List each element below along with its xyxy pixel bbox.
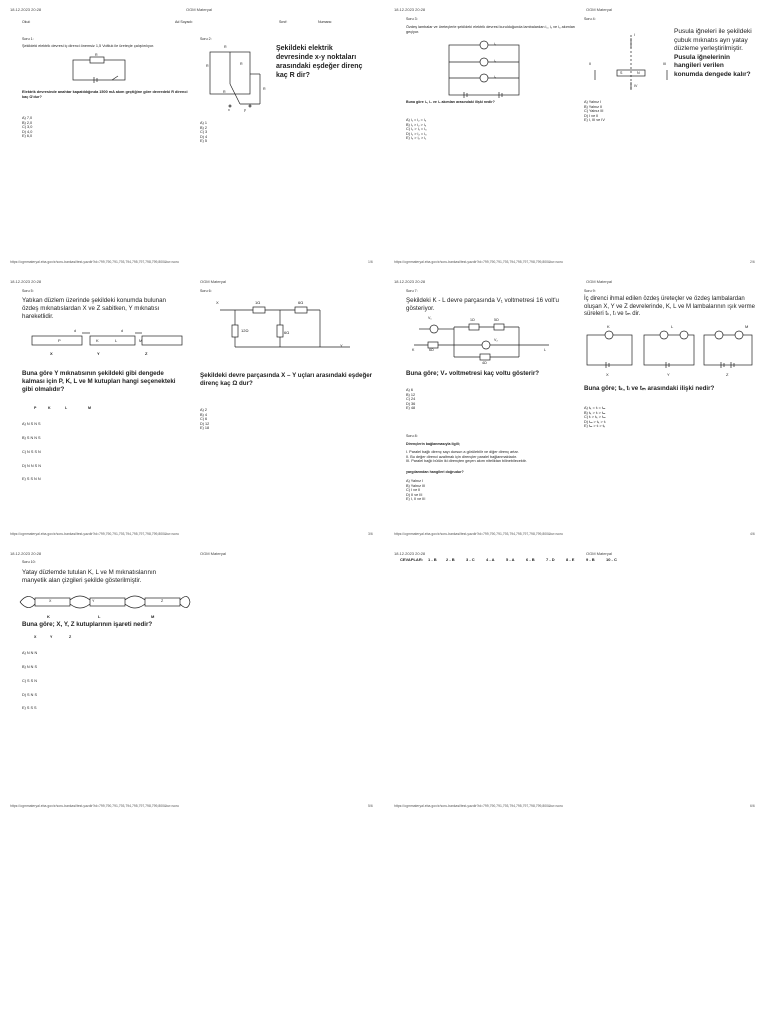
resistor-label: 6Ω	[298, 300, 304, 305]
resistor-label: R	[263, 87, 266, 91]
page-date: 18.12.2023 20:28	[394, 279, 426, 284]
terminal-x-label: x	[228, 108, 230, 112]
option[interactable]: D) i₁ > i₂ = i₃	[406, 131, 427, 136]
option[interactable]: D) S N S	[22, 692, 37, 697]
question-7-question: Buna göre; V₂ voltmetresi kaç voltu gösterir?	[406, 370, 540, 377]
page-3	[0, 272, 384, 542]
question-10-magnets	[20, 592, 190, 612]
option[interactable]: C) i₂ > i₁ = i₃	[406, 127, 427, 132]
option[interactable]: B) tₖ > tₗ > tₘ	[584, 410, 606, 415]
option[interactable]: E) 18	[200, 426, 210, 431]
page-header-title: OGM Materyal	[586, 551, 613, 556]
question-2-circuit	[205, 44, 265, 114]
statement: I. Paralel bağlı direnç sayı dursun a görülebilir ve diğer direnç artar.	[406, 450, 519, 454]
option[interactable]: B) 2,0	[22, 120, 33, 125]
resistor-label: R	[240, 62, 243, 66]
answer: 8 - E	[566, 557, 575, 562]
statement: III. Paralel bağlı bütün iki dirençten geçen akım niteliktan bilinebilecektir.	[406, 459, 527, 464]
option[interactable]: E) S S N N	[22, 477, 41, 482]
option[interactable]: B) 4	[200, 412, 207, 417]
page-6	[384, 544, 768, 814]
magnet-n-label: N	[637, 71, 640, 75]
answer: 7 - D	[546, 557, 555, 562]
option[interactable]: C) Yalnız III	[584, 109, 604, 114]
question-2-options	[200, 121, 207, 144]
terminal-l-label: L	[544, 348, 546, 352]
meter-label: V₁	[428, 316, 432, 320]
resistor-label: 4Ω	[482, 361, 487, 365]
question-7-options	[406, 388, 415, 411]
footer-page: 5/6	[368, 804, 373, 808]
question-10-text: Yatay düzlemde tutulan K, L ve M mıknatıslarının manyetik alan çizgileri şekilde gösterilmiştir.	[22, 569, 157, 584]
pole-label: K	[96, 338, 99, 343]
answers-label: CEVAPLAR:	[400, 557, 424, 562]
question-7-circuit	[414, 317, 554, 365]
question-9-text: İç direnci ihmal edilen özdeş üreteçler ve özdeş lambalardan oluşan X, Y ve Z devrelerinde, K, L ve M lambalarının ışık verme süreleri tₖ, tₗ ve tₘ dir.	[584, 296, 755, 318]
pole-label: M	[139, 338, 143, 343]
option[interactable]: B) 12	[406, 392, 416, 397]
question-1-text: Şekildeki elektrik devresi iç direnci önemsiz 1,5 Voltluk ile üreteçle çalıştırılıyor.	[22, 44, 155, 48]
question-5-magnets	[30, 330, 180, 350]
page-date: 18.12.2023 20:28	[394, 551, 426, 556]
option[interactable]: C) I ve II	[406, 488, 421, 493]
question-4-figure	[589, 30, 669, 90]
question-9-title: Soru 9:	[584, 289, 596, 293]
answer: 3 - C	[466, 557, 475, 562]
page-2	[384, 0, 768, 270]
option[interactable]: A) 2	[200, 408, 207, 412]
okul-label: Okul:	[22, 20, 31, 24]
option[interactable]: A) i₁ = i₂ = i₃	[406, 118, 427, 122]
option[interactable]: D) 4,0	[22, 129, 33, 134]
option[interactable]: B) N N S	[22, 664, 37, 669]
question-4-title: Soru 4:	[584, 17, 596, 21]
question-10-options	[22, 642, 37, 720]
footer-page: 1/6	[368, 260, 373, 264]
question-10-title: Soru 10:	[22, 560, 36, 564]
question-8-heading: Dirençlerin bağlanmasıyla ilgili;	[406, 442, 460, 446]
option[interactable]: D) 12	[200, 421, 210, 426]
answer: 2 - B	[446, 557, 455, 562]
resistor-label: R	[206, 64, 209, 68]
option[interactable]: C) S S N	[22, 678, 37, 683]
page-header-title: OGM Materyal	[200, 551, 227, 556]
pole-label-y: Y	[92, 599, 95, 603]
terminal-k-label: K	[412, 348, 415, 352]
numara-label: Numara:	[318, 20, 332, 24]
compass-label-ii: II	[589, 62, 591, 66]
option[interactable]: E) I, III ve IV	[584, 118, 605, 123]
question-8-options	[406, 479, 425, 502]
question-5-title: Soru 5:	[22, 289, 34, 293]
option[interactable]: E) 6,0	[22, 134, 33, 139]
resistor-label: 6Ω	[284, 330, 290, 335]
question-1-r-label: R	[95, 53, 98, 57]
question-7-text: Şekildeki K - L devre parçasında V₁ voltmetresi 16 volt'u gösteriyor.	[406, 297, 559, 312]
option[interactable]: C) N S S N	[22, 449, 41, 454]
resistor-label: R	[223, 90, 226, 94]
option[interactable]: A) 1	[200, 121, 207, 125]
question-3-text: Özdeş lambalar ve üreteçlerle şekildeki elektrik devresi kurulduğunda lambalardan i₁, i₂ ve i₃ akımları geçiyor.	[406, 25, 576, 34]
page-header-title: OGM Materyal	[586, 7, 613, 12]
question-9-circuits	[584, 330, 754, 370]
footer-url[interactable]: https://ogmmateryal.eba.gov.tr/soru-bankasi/test-yazdir?id=799,790,791,793,794,795,797,798,799,800&tur=soru	[394, 804, 563, 808]
col-header: M	[88, 406, 91, 410]
ad-soyad-label: Ad Soyadı:	[175, 20, 193, 24]
magnet-label-x: X	[50, 351, 53, 356]
footer-url[interactable]: https://ogmmateryal.eba.gov.tr/soru-bankasi/test-yazdir?id=799,790,791,793,794,795,797,798,799,800&tur=soru	[10, 260, 179, 264]
question-5-question: Buna göre Y mıknatısının şekildeki gibi dengede kalması için P, K, L ve M kutupları hangi seçenekteki gibi olmalıdır?	[22, 370, 176, 393]
col-header: Y	[50, 635, 53, 639]
resistor-label: 6Ω	[429, 348, 434, 352]
option[interactable]: B) Yalnız II	[584, 104, 603, 109]
question-6-question: Şekildeki devre parçasında X – Y uçları arasındaki eşdeğer direnç kaç Ω dur?	[200, 372, 373, 387]
resistor-label: 12Ω	[241, 328, 249, 333]
question-4-options	[584, 100, 605, 123]
question-4-text	[674, 28, 754, 79]
footer-url[interactable]: https://ogmmateryal.eba.gov.tr/soru-bankasi/test-yazdir?id=799,790,791,793,794,795,797,798,799,800&tur=soru	[394, 532, 563, 536]
question-7-title: Soru 7:	[406, 289, 418, 293]
distance-label: d	[74, 329, 76, 333]
compass-label-iv: IV	[634, 84, 638, 88]
question-2-text: Şekildeki elektrik devresinde x-y noktaları arasındaki eşdeğer direnç kaç R dir?	[276, 45, 363, 79]
footer-url[interactable]: https://ogmmateryal.eba.gov.tr/soru-bankasi/test-yazdir?id=799,790,791,793,794,795,797,798,799,800&tur=soru	[394, 260, 563, 264]
question-3-question: Buna göre i₁, i₂ ve i₃ akımları arasındaki ilişki nedir?	[406, 100, 495, 104]
page-header-title: OGM Materyal	[200, 279, 227, 284]
col-header: P	[34, 406, 37, 410]
option[interactable]: A) N N N	[22, 651, 38, 656]
question-6-title: Soru 6:	[200, 289, 212, 293]
option[interactable]: A) Yalnız I	[584, 100, 602, 104]
answer: 4 - A	[486, 557, 495, 562]
resistor-label: 5Ω	[494, 318, 499, 322]
page-date: 18.12.2023 20:28	[10, 551, 42, 556]
question-1-options	[22, 116, 32, 139]
col-header: K	[48, 406, 51, 410]
option[interactable]: C) 3	[200, 130, 208, 135]
page-1	[0, 0, 384, 270]
question-3-circuit	[444, 40, 524, 100]
sinif-label: Sınıf:	[279, 20, 288, 24]
page-date: 18.12.2023 20:28	[394, 7, 426, 12]
option[interactable]: B) 2	[200, 125, 207, 130]
page-header-title: OGM Materyal	[586, 279, 613, 284]
option[interactable]: B) i₁ > i₂ > i₃	[406, 122, 427, 127]
option[interactable]: A) N S N S	[22, 422, 41, 427]
lamp-label: i₂	[494, 59, 497, 63]
magnet-label-m: M	[151, 614, 155, 619]
question-3-options	[406, 118, 427, 141]
pole-label: L	[115, 338, 118, 343]
footer-url[interactable]: https://ogmmateryal.eba.gov.tr/soru-bankasi/test-yazdir?id=799,790,791,793,794,795,797,798,799,800&tur=soru	[10, 532, 179, 536]
option[interactable]: D) 36	[406, 401, 416, 406]
question-4-text-b: Pusula iğnelerinin hangileri verilen konumda dengede kalır?	[674, 53, 751, 78]
footer-page: 4/6	[750, 532, 755, 536]
circuit-label-z: Z	[726, 372, 729, 377]
option[interactable]: C) 3,0	[22, 125, 33, 130]
question-2-title: Soru 2:	[200, 37, 212, 41]
terminal-y-label: Y	[340, 343, 343, 348]
question-10-question: Buna göre; X, Y, Z kutuplarının işareti nedir?	[22, 621, 153, 628]
terminal-y-label: y	[244, 108, 246, 112]
page-5	[0, 544, 384, 814]
option[interactable]: B) S N N S	[22, 435, 41, 440]
option[interactable]: E) tₘ > tₗ > tₖ	[584, 424, 606, 429]
option[interactable]: C) tₗ > tₖ > tₘ	[584, 415, 606, 420]
col-header: L	[65, 406, 68, 410]
resistor-label: 1Ω	[255, 300, 261, 305]
footer-page: 3/6	[368, 532, 373, 536]
question-1-question: Elektrik devresinde anahtar kapatıldığında 1500 mA akım geçtiğine göre devredeki R direnci kaç Ω'dur?	[22, 90, 188, 99]
answer: 6 - B	[526, 557, 535, 562]
question-1-circuit	[70, 55, 130, 85]
option[interactable]: A) Yalnız I	[406, 479, 424, 483]
option[interactable]: A) 7,0	[22, 116, 33, 120]
option[interactable]: E) i₃ > i₂ > i₁	[406, 136, 427, 141]
question-8-statements	[406, 450, 527, 464]
question-3-title: Soru 3:	[406, 17, 418, 21]
option[interactable]: E) 5	[200, 139, 207, 144]
option[interactable]: C) 6	[200, 417, 208, 422]
question-5-text: Yatıkan düzlem üzerinde şekildeki konumda bulunan özdeş mıknatıslardan X ve Z sabitken, Y mıknatısı hareketlidir.	[22, 297, 167, 320]
col-header: Z	[69, 635, 72, 639]
distance-label: d	[121, 329, 123, 333]
question-5-options	[22, 413, 41, 491]
lamp-label: M	[745, 324, 749, 329]
resistor-label: R	[224, 45, 227, 49]
pole-label-x: X	[49, 599, 52, 603]
magnet-s-label: S	[620, 71, 623, 75]
circuit-label-y: Y	[667, 372, 670, 377]
circuit-label-x: X	[606, 372, 609, 377]
answer: 1 - B	[428, 557, 437, 562]
magnet-label-k: K	[47, 614, 50, 619]
magnet-label-l: L	[98, 614, 101, 619]
col-header: X	[34, 635, 37, 639]
option[interactable]: E) 48	[406, 406, 416, 411]
option[interactable]: E) I, II ve III	[406, 497, 426, 502]
question-6-options	[200, 408, 209, 431]
terminal-x-label: X	[216, 300, 219, 305]
lamp-label: K	[607, 324, 610, 329]
lamp-label: L	[671, 324, 674, 329]
footer-url[interactable]: https://ogmmateryal.eba.gov.tr/soru-bankasi/test-yazdir?id=799,790,791,793,794,795,797,798,799,800&tur=soru	[10, 804, 179, 808]
option[interactable]: A) tₖ = tₗ = tₘ	[584, 406, 606, 410]
magnet-label-y: Y	[97, 351, 100, 356]
option[interactable]: C) 24	[406, 397, 416, 402]
option[interactable]: D) N N S N	[22, 463, 41, 468]
question-9-options	[584, 406, 606, 429]
page-date: 18.12.2023 20:28	[10, 279, 42, 284]
page-date: 18.12.2023 20:28	[10, 7, 42, 12]
lamp-label: i₁	[494, 42, 497, 46]
question-8-title: Soru 8:	[406, 434, 418, 438]
answer: 10 - C	[606, 557, 617, 562]
question-8-question: yargılarından hangileri doğrudur?	[406, 470, 464, 474]
option[interactable]: D) I ve II	[584, 113, 599, 118]
lamp-label: i₃	[494, 75, 497, 79]
question-4-text-a: Pusula iğneleri ile şekildeki çubuk mıknatıs ayrı yatay düzleme yerleştirilmiştir.	[674, 28, 752, 52]
answer: 9 - B	[586, 557, 595, 562]
question-1-title: Soru 1:	[22, 37, 34, 41]
option[interactable]: D) 4	[200, 134, 208, 139]
option[interactable]: E) S S S	[22, 706, 37, 711]
page-4	[384, 272, 768, 542]
option[interactable]: D) tₘ > tₖ > tₗ	[584, 419, 606, 424]
meter-label: V₂	[494, 338, 498, 342]
page-header-title: OGM Materyal	[186, 7, 213, 12]
statement: II. Bu değer direnci azaltmak için dirençler paralel bağlanmaktadır.	[406, 454, 518, 459]
footer-page: 2/6	[750, 260, 755, 264]
resistor-label: 1Ω	[470, 318, 475, 322]
pole-label: P	[58, 338, 61, 343]
question-9-question: Buna göre; tₖ, tₗ ve tₘ arasındaki ilişki nedir?	[584, 385, 715, 392]
compass-label-iii: III	[663, 62, 666, 66]
compass-label-i: I	[634, 33, 635, 37]
option[interactable]: B) Yalnız III	[406, 483, 426, 488]
magnet-label-z: Z	[145, 351, 148, 356]
answer: 5 - A	[506, 557, 515, 562]
option[interactable]: D) II ve III	[406, 492, 423, 497]
pole-label-z: Z	[161, 599, 164, 603]
option[interactable]: A) 6	[406, 388, 413, 392]
footer-page: 6/6	[750, 804, 755, 808]
